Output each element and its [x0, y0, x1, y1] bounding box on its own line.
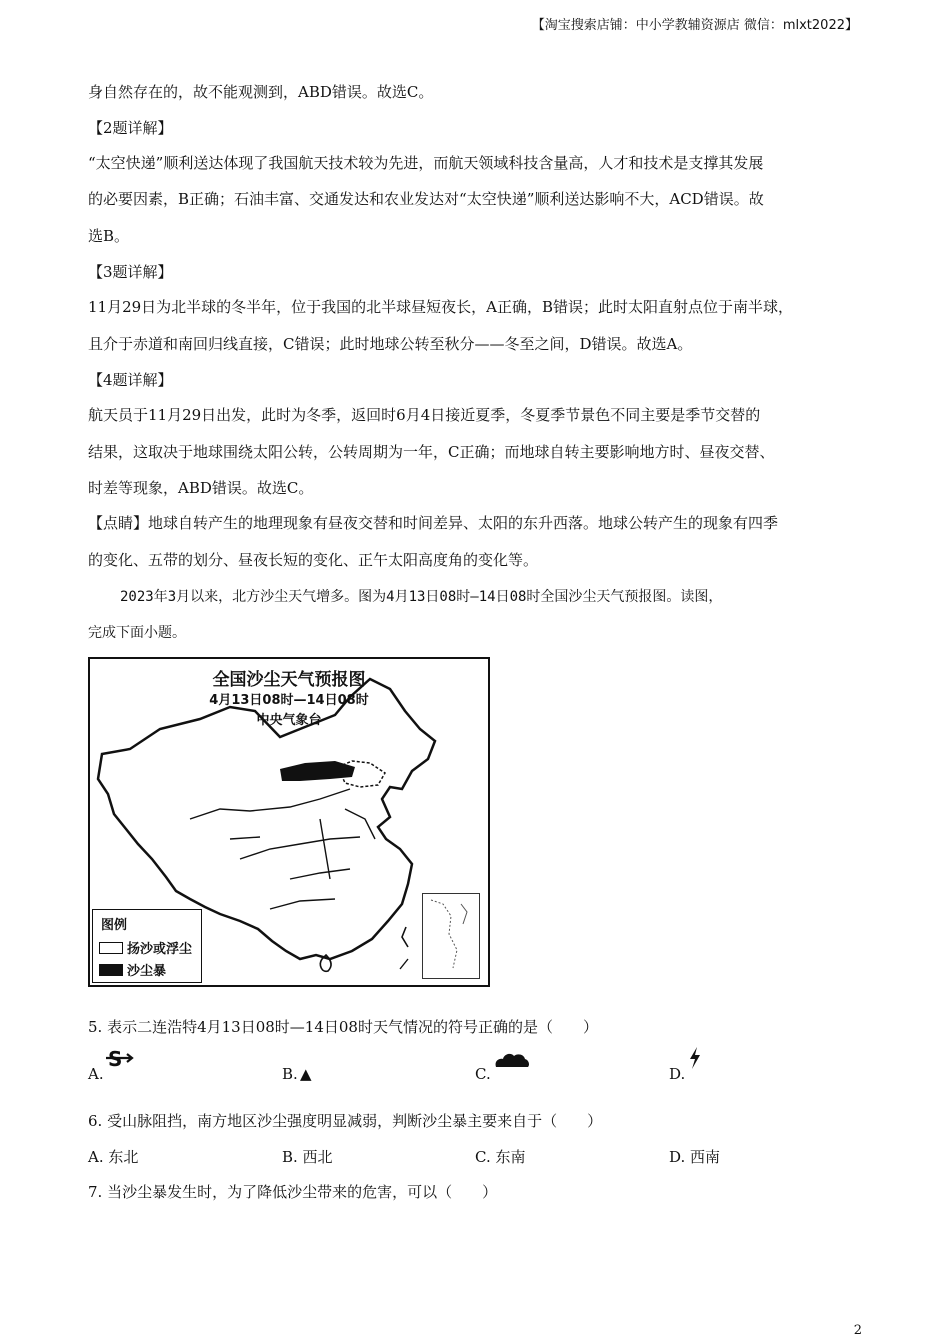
- body-line: 的必要因素，B正确；石油丰富、交通发达和农业发达对“太空快递”顺利送达影响不大，ACD错误。故: [88, 190, 764, 208]
- section-heading-q2: 【2题详解】: [88, 119, 173, 137]
- body-line: 身自然存在的，故不能观测到，ABD错误。故选C。: [88, 83, 434, 101]
- lightning-symbol-icon: [688, 1046, 702, 1070]
- dark-swatch-icon: [99, 964, 123, 976]
- store-watermark-note: 【淘宝搜索店铺：中小学教辅资源店 微信：mlxt2022】: [531, 18, 858, 33]
- dust-forecast-map: [88, 657, 490, 987]
- legend-item-floating-dust: [99, 938, 192, 957]
- body-line: “太空快递”顺利送达体现了我国航天技术较为先进，而航天领域科技含量高，人才和技术是支撑其发展: [88, 154, 764, 172]
- question-6-stem: 6. 受山脉阻挡，南方地区沙尘强度明显减弱，判断沙尘暴主要来自于（ ）: [88, 1112, 603, 1130]
- body-line: 11月29日为北半球的冬半年，位于我国的北半球昼短夜长，A正确，B错误；此时太阳直射点位于南半球，: [88, 298, 794, 316]
- q6-option-c[interactable]: C. 东南: [475, 1148, 526, 1166]
- section-heading-q3: 【3题详解】: [88, 263, 173, 281]
- legend-title: 图例: [101, 918, 128, 933]
- body-line: 航天员于11月29日出发，此时为冬季，返回时6月4日接近夏季，冬夏季节景色不同主要是季节交替的: [88, 406, 761, 424]
- cloud-symbol-icon: [493, 1050, 531, 1070]
- legend-label: 沙尘暴: [127, 964, 167, 979]
- q5-option-b[interactable]: B.: [282, 1065, 298, 1083]
- map-legend: [92, 909, 202, 983]
- q5-option-c[interactable]: C.: [475, 1065, 491, 1083]
- section-heading-q4: 【4题详解】: [88, 371, 173, 389]
- question-7-stem: 7. 当沙尘暴发生时，为了降低沙尘带来的危害，可以（ ）: [88, 1183, 498, 1201]
- legend-label: 扬沙或浮尘: [127, 942, 193, 957]
- body-line: 且介于赤道和南回归线直接，C错误；此时地球公转至秋分——冬至之间，D错误。故选A。: [88, 335, 693, 353]
- page-number: 2: [853, 1323, 862, 1338]
- body-line: 结果，这取决于地球围绕太阳公转，公转周期为一年，C正确；而地球自转主要影响地方时、昼夜交替、: [88, 443, 775, 461]
- south-china-sea-inset: [422, 893, 480, 979]
- map-issuer: 中央气象台: [256, 713, 322, 728]
- map-title: 全国沙尘天气预报图: [212, 670, 366, 690]
- q6-option-b[interactable]: B. 西北: [282, 1148, 333, 1166]
- tip-line: 【点睛】地球自转产生的地理现象有昼夜交替和时间差异、太阳的东升西落。地球公转产生的现象有四季: [88, 514, 779, 532]
- map-subtitle: 4月13日08时—14日08时: [209, 693, 369, 708]
- body-line: 选B。: [88, 227, 130, 245]
- q5-option-d[interactable]: D.: [669, 1065, 686, 1083]
- light-swatch-icon: [99, 942, 123, 954]
- floating-dust-triangle-icon: ▲: [300, 1065, 312, 1083]
- q6-option-a[interactable]: A. 东北: [88, 1148, 139, 1166]
- intro-line: 2023年3月以来，北方沙尘天气增多。图为4月13日08时—14日08时全国沙尘天气预报图。读图，: [120, 589, 723, 605]
- svg-text:S: S: [108, 1048, 123, 1070]
- sandstorm-symbol-icon: [104, 1048, 134, 1070]
- question-5-stem: 5. 表示二连浩特4月13日08时—14日08时天气情况的符号正确的是（ ）: [88, 1018, 598, 1036]
- q6-option-d[interactable]: D. 西南: [669, 1148, 721, 1166]
- body-line: 时差等现象，ABD错误。故选C。: [88, 479, 314, 497]
- tip-line: 的变化、五带的划分、昼夜长短的变化、正午太阳高度角的变化等。: [88, 551, 539, 569]
- q5-option-a[interactable]: A.: [88, 1065, 104, 1083]
- legend-item-sandstorm: [99, 960, 166, 979]
- intro-line: 完成下面小题。: [88, 625, 186, 641]
